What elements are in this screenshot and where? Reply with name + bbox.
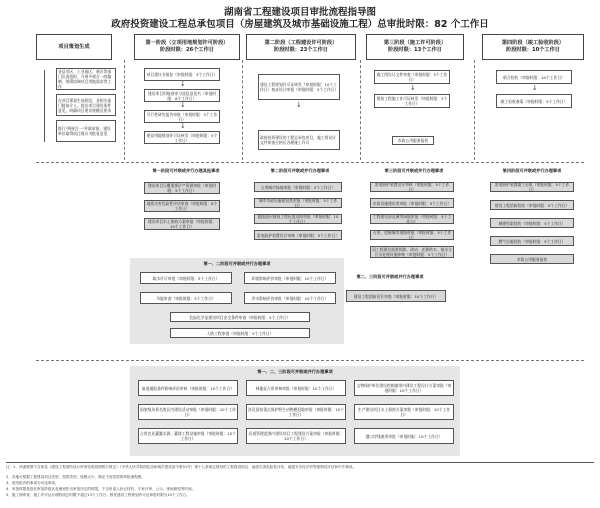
footnote: 5、施工图审查、施工许可证办理阶段总时限不超过13个工作日；核发建设工程规划许可证审批时限为10个工作日。 bbox=[6, 493, 190, 497]
column-divider bbox=[474, 60, 475, 160]
joint-all-item: 国家级风景名胜区内建设活动审批（审批时限：10个工作日） bbox=[138, 404, 238, 420]
joint12-header: 第一、二阶段可并联或并行办理事项 bbox=[203, 261, 271, 266]
stage-header-2 bbox=[246, 34, 356, 60]
joint12-item: 洪水影响评价审批（审批时限：10个工作日） bbox=[244, 292, 336, 304]
stage2-box: 建设工程规划许可证核发（审批时限：10个工作日）初步设计审批（审批时限：5个工作日） bbox=[258, 74, 340, 100]
planning-box: 各县市区、工业园区、新区等部门负责组织，开展多规合一的编制，统筹协调项目用地需求等工作 bbox=[56, 68, 116, 90]
joint-all-item: 航道通航条件影响评价审核（审批时限：10个工作日） bbox=[138, 380, 238, 396]
parallel-item: 雷电防护装置设计审核（审批时限：5个工作日） bbox=[254, 230, 342, 240]
parallel-header-1: 第一阶段可并联或并行办理其他事项 bbox=[152, 168, 220, 173]
arrow-down-icon: ↓ bbox=[532, 84, 538, 92]
arrow-down-icon: ↓ bbox=[180, 122, 186, 130]
stage1-box: 建设用地规划许可证核发（审批时限：5个工作日） bbox=[144, 131, 220, 144]
planning-box: 推行"两规合一"并联审批，建设单位取得项目建议书批复意见 bbox=[56, 120, 116, 142]
parallel-item: 地质灾害危险性评估审查（审批时限：8个工作日） bbox=[144, 200, 220, 212]
footnote: 4、审批时限是指在审批阶段从受理到作出审批决定的时限，不含申请人补正材料、专家评审、公示、现场勘验等时间。 bbox=[6, 487, 196, 491]
parallel-header-3: 第三阶段可并联或并行办理事项 bbox=[384, 168, 444, 173]
stage-time: 阶段时限：23个工作日 bbox=[274, 47, 328, 53]
stage3-box: 施工图设计文件审查（审批时限：5个工作日） bbox=[374, 70, 450, 84]
joint-all-item: 占用农业灌溉水源、灌排工程设施审批（审批时限：10个工作日） bbox=[138, 428, 238, 444]
section-divider bbox=[36, 162, 584, 163]
joint12-item: 节能审查（审批时限：5个工作日） bbox=[140, 292, 232, 304]
joint12-item: 人防工程审批（审批时限：5个工作日） bbox=[170, 328, 310, 338]
joint-all-item: 涉及国家重点保护野生动物栖息地审批（审批时限：10个工作日） bbox=[246, 404, 346, 420]
joint12-item: 环境影响评价审批（审批时限：10个工作日） bbox=[244, 272, 336, 284]
parallel-header-4: 第四阶段可并联或并行办理事项 bbox=[502, 168, 562, 173]
stage-header-3 bbox=[366, 34, 464, 60]
stage-header-4 bbox=[482, 34, 584, 60]
arrow-down-icon: ↓ bbox=[410, 84, 416, 92]
parallel-item: 雷电防护装置竣工验收（审批时限：5个工作日） bbox=[490, 182, 574, 192]
parallel-item: 市政设施建设类审批（审批时限：5个工作日） bbox=[370, 198, 454, 208]
parallel-item: 城市市政设施建设类审批（审批时限：5个工作日） bbox=[254, 198, 342, 208]
joint-all-item: 文物保护单位建设控制地带内建设工程设计方案审批（审批时限：10个工作日） bbox=[354, 380, 454, 396]
stage-title: 第二阶段（工程建设许可阶段） bbox=[264, 40, 338, 46]
joint-all-item: 生产建设项目水土保持方案审批（审批时限：10个工作日） bbox=[354, 404, 454, 420]
parallel-item: 建设项目水土保持方案审批（审批时限：10个工作日） bbox=[144, 218, 220, 230]
joint-all-header: 第一、二、三阶段可并联或并行办理事项 bbox=[257, 369, 333, 374]
parallel-item: 建设项目压覆重要矿产资源审批（审批时限：5个工作日） bbox=[144, 182, 220, 194]
joint12-item: 取水许可审批（审批时限：5个工作日） bbox=[140, 272, 232, 284]
footer-divider bbox=[6, 462, 594, 463]
stage1-box: 建设项目用地预审与选址意见书（审批时限：8个工作日） bbox=[144, 89, 220, 102]
column-divider bbox=[360, 60, 361, 160]
column-divider bbox=[124, 60, 125, 160]
parallel-item: 城建档案验收（审批时限：5个工作日） bbox=[490, 218, 574, 228]
footnote: 3、虚线框内的事项为可选事项。 bbox=[6, 481, 59, 485]
parallel-item: 超限高层建筑工程抗震设防审批（审批时限：10个工作日） bbox=[254, 214, 342, 224]
stage-time: 阶段时限：10个工作日 bbox=[506, 47, 560, 53]
parallel-item: 燃气设施验收（审批时限：5个工作日） bbox=[490, 236, 574, 246]
arrow-down-icon: ↓ bbox=[180, 80, 186, 88]
parallel-item: 建设工程消防验收（审批时限：5个工作日） bbox=[490, 200, 574, 210]
stage-title: 项目策划生成 bbox=[58, 43, 90, 50]
parallel-item: 工程建设涉及城市绿地审批（审批时限：5个工作日） bbox=[370, 214, 454, 224]
arrow-down-icon: ↓ bbox=[296, 101, 302, 109]
stage-title: 第三阶段（施工许可阶段） bbox=[383, 40, 447, 46]
joint-all-item: 港口岸线使用审批（审批时限：10个工作日） bbox=[354, 428, 454, 444]
stage4-box: 竣工验收备案（审批时限：5个工作日） bbox=[496, 94, 572, 108]
planning-box: 在项目策划生成阶段，各相关部门提前介入，提出项目建设条件意见，明确项目建设规模及要求 bbox=[56, 94, 116, 116]
parallel-item: 占用、挖掘城市道路审批（审批时限：5个工作日） bbox=[370, 230, 454, 240]
page-subtitle: 政府投资建设工程总承包项目（房屋建筑及城市基础设施工程）总审批时限：82 个工作日 bbox=[111, 19, 489, 30]
parallel-item: 因工程建设需要拆除、改动、迁移供水、排水与污水处理设施审核（审批时限：5个工作日） bbox=[370, 246, 454, 258]
planning-bracket bbox=[44, 70, 45, 142]
joint12-item: 危险化学品建设项目安全条件审查（审批时限：5个工作日） bbox=[170, 312, 310, 322]
parallel-item: 市政公用服务报装 bbox=[490, 254, 574, 264]
footnote: 2、各地可根据工程建设项目类型、投资类别、规模大小、制定不同类型的审批流程图。 bbox=[6, 475, 145, 479]
stage-title: 第一阶段（立项用地规划许可阶段） bbox=[145, 40, 229, 46]
stage4-box: 联合验收（审批时限：10个工作日） bbox=[496, 70, 572, 84]
stage3-box: 建筑工程施工许可证核发（审批时限：3个工作日） bbox=[374, 94, 450, 108]
stage-header-1 bbox=[134, 34, 240, 60]
stage3-side-box: 市政公用服务报装 bbox=[392, 136, 434, 145]
parallel-item: 占用城市绿地审批（审批时限：5个工作日） bbox=[254, 182, 342, 192]
section-divider bbox=[36, 360, 584, 361]
joint-all-item: 河道管理范围内建设项目工程建设方案审批（审批时限：10个工作日） bbox=[246, 428, 346, 444]
stage-time: 阶段时限：13个工作日 bbox=[388, 47, 442, 53]
stage1-box: 项目建议书批复（审批时限：3个工作日） bbox=[144, 68, 220, 81]
parallel-item: 雷电防护装置设计审核（审批时限：5个工作日） bbox=[370, 182, 454, 192]
stage-header-planning bbox=[36, 34, 112, 60]
stage-title: 第四阶段（竣工验收阶段） bbox=[501, 40, 565, 46]
joint23-item: 建设工程消防设计审查（审批时限：10个工作日） bbox=[346, 290, 446, 302]
stage-time: 阶段时限：26个工作日 bbox=[160, 47, 214, 53]
page-title: 湖南省工程建设项目审批流程指导图 bbox=[223, 7, 376, 18]
column-divider bbox=[242, 60, 243, 160]
stage1-box: 可行性研究报告审批（审批时限：5个工作日） bbox=[144, 110, 220, 123]
stage2-box: 政府投资建设的工程总承包项目，施工图设计文件审查合格后办理施工许可 bbox=[258, 130, 340, 150]
arrow-down-icon: ↓ bbox=[180, 101, 186, 109]
footnote: 注：1、该流程图不含涉及《建设工程消防设计审查验收管理暂行规定》（中华人民共和国住房和城乡建设部令第51号）第十七条规定情形的工程建设项目、地质灾害危险性评估、地震安全性评价等强制性评估和中介事项。 bbox=[6, 465, 357, 469]
parallel-header-2: 第二阶段可并联或并行办理事项 bbox=[270, 168, 330, 173]
joint-all-item: 林地征占用审核审批（审批时限：10个工作日） bbox=[246, 380, 346, 396]
joint23-header: 第二、三阶段可并联或并行办理事项 bbox=[356, 274, 424, 279]
